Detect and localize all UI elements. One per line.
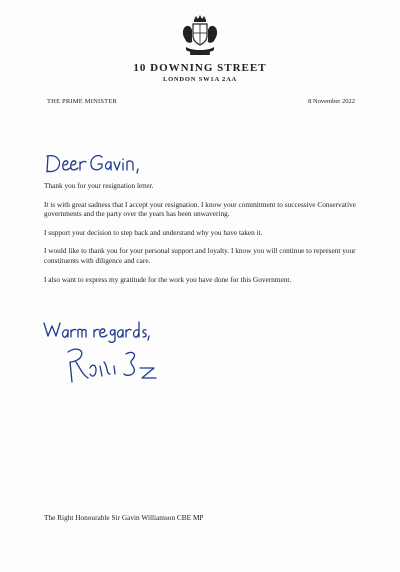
letter-body [44,181,366,293]
body-paragraph: I support your decision to step back and understand why you have taken it. [44,227,263,237]
handwritten-salutation [44,150,154,176]
recipient-name: The Right Honourable Sir Gavin Williamson CBE MP [44,513,204,522]
address-line-street: 10 DOWNING STREET [133,62,267,74]
letter-date: 8 November 2022 [308,98,355,105]
handwritten-closing [42,318,152,344]
body-paragraph: Thank you for your resignation letter. [44,181,154,190]
body-paragraph: I would like to thank you for your personal support and loyalty. I know you will continue to represent your constituents with diligence and care. [44,246,356,265]
handwritten-signature [62,344,162,388]
body-paragraph: I also want to express my gratitude for the work you have done for this Government. [44,274,292,284]
address-line-city: LONDON SW1A 2AA [162,76,238,83]
sender-title: THE PRIME MINISTER [47,98,118,105]
body-paragraph: It is with great sadness that I accept your resignation. I know your commitment to successive Conservative governments and the party over the years has been unwavering. [44,199,356,219]
royal-coat-of-arms-icon [180,14,220,58]
